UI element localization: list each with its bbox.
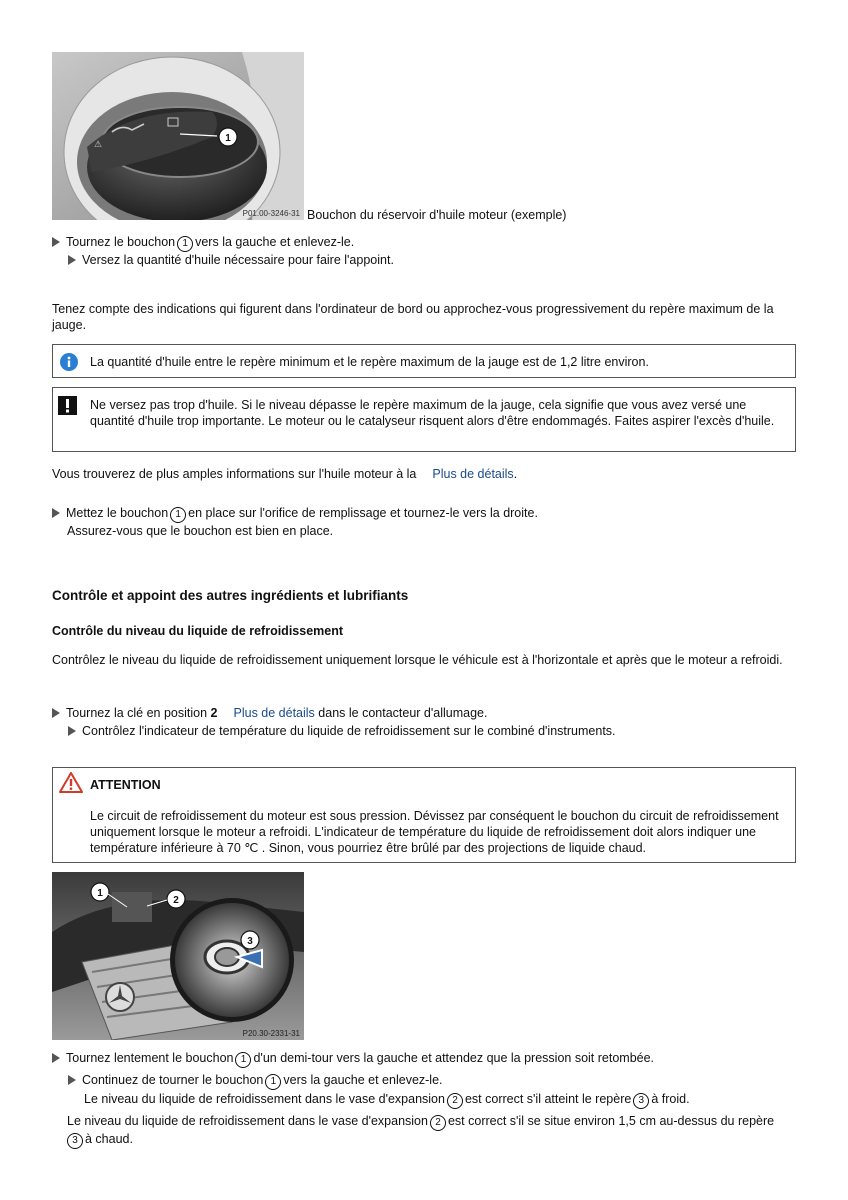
attention-title: ATTENTION: [90, 778, 161, 792]
oil-cap-photo: [52, 52, 304, 220]
figure-marker-3: 3: [247, 936, 253, 947]
triangle-bullet-icon: [68, 255, 76, 265]
info-icon: [60, 353, 78, 371]
marker-1: 1: [265, 1074, 281, 1090]
triangle-bullet-icon: [52, 708, 60, 718]
marker-1: 1: [235, 1052, 251, 1068]
attention-box: [52, 767, 796, 863]
subsection-title: Contrôle du niveau du liquide de refroidissement: [52, 624, 344, 638]
triangle-bullet-icon: [68, 1075, 76, 1085]
warning-text: Ne versez pas trop d'huile. Si le niveau dépasse le repère maximum de la jauge, cela signifie que vous avez versé une quantité d'huile trop importante. Le moteur ou le catalyseur risquent alors d'être endommagés. Faites aspirer l'excès d'huile.: [90, 398, 775, 428]
figure-marker-1: 1: [97, 888, 103, 899]
triangle-bullet-icon: [52, 237, 60, 247]
warning-box: [52, 387, 796, 452]
step-put-cap: Mettez le bouchon 1 en place sur l'orifice de remplissage et tournez-le vers la droite.: [52, 505, 538, 523]
marker-3: 3: [633, 1093, 649, 1109]
marker-3: 3: [67, 1133, 83, 1149]
step-pour-oil: Versez la quantité d'huile nécessaire pour faire l'appoint.: [68, 252, 394, 268]
figure-marker-1: 1: [225, 133, 231, 144]
attention-text: Le circuit de refroidissement du moteur est sous pression. Dévissez par conséquent le bouchon du circuit de refroidissement uniquement lorsque le moteur a refroidi. L'indicateur de température du liquide de refroidissement doit alors indiquer une température inférieure à 70 ℃ . Sinon, vous pourriez être brûlé par des projections de liquide chaud.: [90, 809, 779, 855]
more-info-line: Vous trouverez de plus amples informations sur l'huile moteur à la Plus de détails.: [52, 467, 518, 481]
triangle-bullet-icon: [68, 726, 76, 736]
marker-2: 2: [447, 1093, 463, 1109]
step-continue-turn: Continuez de tourner le bouchon 1 vers la gauche et enlevez-le.: [68, 1072, 443, 1090]
section-title: Contrôle et appoint des autres ingrédients et lubrifiants: [52, 588, 409, 603]
paragraph-onboard-computer: Tenez compte des indications qui figurent dans l'ordinateur de bord ou approchez-vous progressivement du repère maximum de la jauge.: [52, 302, 774, 332]
marker-1: 1: [170, 507, 186, 523]
engine-bay-photo: [52, 872, 304, 1040]
figure1-code: P01.00-3246-31: [242, 209, 300, 218]
details-link[interactable]: Plus de détails: [432, 467, 514, 481]
svg-text:⚠: ⚠: [94, 139, 103, 149]
step-hot-level-end: 3 à chaud.: [65, 1131, 133, 1149]
triangle-bullet-icon: [52, 1053, 60, 1063]
figure2-code: P20.30-2331-31: [242, 1029, 300, 1038]
warning-triangle-icon: [59, 772, 83, 793]
exclamation-icon: [58, 396, 77, 415]
details-link[interactable]: Plus de détails: [233, 706, 315, 720]
info-box: [52, 344, 796, 378]
step-hot-level: Le niveau du liquide de refroidissement dans le vase d'expansion 2 est correct s'il se situe environ 1,5 cm au-dessus du repère: [67, 1113, 774, 1131]
info-text: La quantité d'huile entre le repère minimum et le repère maximum de la jauge est de 1,2 litre environ.: [90, 355, 649, 369]
step-cold-level: Le niveau du liquide de refroidissement dans le vase d'expansion 2 est correct s'il atteint le repère 3 à froid.: [84, 1091, 690, 1109]
marker-1: 1: [177, 236, 193, 252]
triangle-bullet-icon: [52, 508, 60, 518]
step-turn-slowly: Tournez lentement le bouchon 1 d'un demi-tour vers la gauche et attendez que la pression soit retombée.: [52, 1050, 654, 1068]
step-turn-key: Tournez la clé en position 2 Plus de détails dans le contacteur d'allumage.: [52, 705, 487, 721]
step-turn-cap: Tournez le bouchon 1 vers la gauche et enlevez-le.: [52, 234, 354, 252]
figure1-caption: Bouchon du réservoir d'huile moteur (exemple): [307, 208, 567, 222]
figure-marker-2: 2: [173, 895, 179, 906]
step-check-temp: Contrôlez l'indicateur de température du liquide de refroidissement sur le combiné d'instruments.: [68, 723, 616, 739]
marker-2: 2: [430, 1115, 446, 1131]
paragraph-coolant: Contrôlez le niveau du liquide de refroidissement uniquement lorsque le véhicule est à l'horizontale et après que le moteur a refroidi.: [52, 653, 783, 667]
step-check-cap: Assurez-vous que le bouchon est bien en place.: [67, 524, 334, 538]
